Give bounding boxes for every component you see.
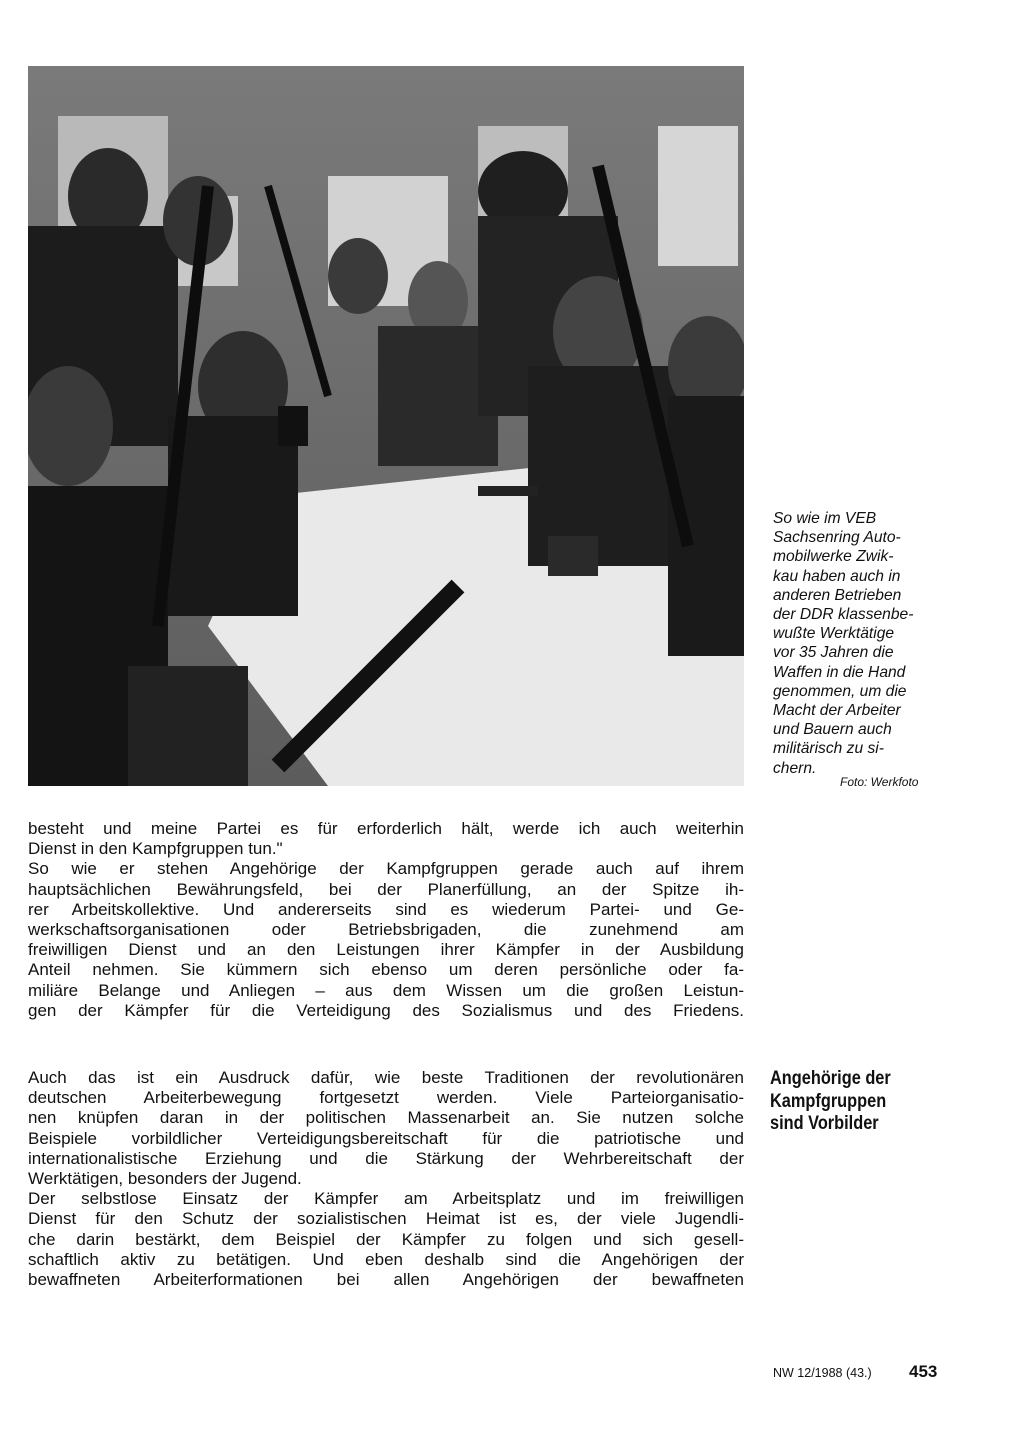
caption-line: kau haben auch in: [773, 567, 901, 585]
caption-line: Waffen in die Hand: [773, 663, 906, 681]
text-line: Dienst in den Kampfgruppen tun.": [28, 839, 283, 859]
text-line: bewaffneten Arbeiterformationen bei allen Angehörigen der bewaffneten: [28, 1270, 744, 1290]
text-line: schaftlich aktiv zu betätigen. Und eben deshalb sind die Angehörigen der: [28, 1249, 744, 1269]
text-line: werkschaftsorganisationen oder Betriebsbrigaden, die zunehmend am: [28, 920, 744, 940]
text-line: Werktätigen, besonders der Jugend.: [28, 1169, 302, 1189]
paragraph-block-2: [28, 1068, 744, 1290]
side-heading-line: sind Vorbilder: [770, 1113, 879, 1134]
text-line: Der selbstlose Einsatz der Kämpfer am Arbeitsplatz und im freiwilligen: [28, 1189, 744, 1209]
text-line: Anteil nehmen. Sie kümmern sich ebenso um deren persönliche oder fa-: [28, 960, 744, 980]
text-line: gen der Kämpfer für die Verteidigung des Sozialismus und des Friedens.: [28, 1000, 744, 1020]
text-line: besteht und meine Partei es für erforderlich hält, werde ich auch weiterhin: [28, 819, 744, 838]
photo-caption: [773, 509, 983, 778]
text-line: hauptsächlichen Bewährungsfeld, bei der Planerfüllung, an der Spitze ih-: [28, 879, 744, 899]
text-line: deutschen Arbeiterbewegung fortgesetzt werden. Viele Parteiorganisatio-: [28, 1088, 744, 1108]
caption-line: vor 35 Jahren die: [773, 644, 894, 662]
text-line: nen knüpfen daran in der politischen Massenarbeit an. Sie nutzen solche: [28, 1108, 744, 1128]
text-line: Beispiele vorbildlicher Verteidigungsbereitschaft für die patriotische und: [28, 1128, 744, 1148]
caption-line: der DDR klassenbe-: [773, 606, 914, 624]
paragraph-block-1: [28, 819, 744, 1021]
text-line: So wie er stehen Angehörige der Kampfgruppen gerade auch auf ihrem: [28, 859, 744, 879]
text-line: miliäre Belange und Anliegen – aus dem Wissen um die großen Leistun-: [28, 980, 744, 1000]
photo: [28, 66, 744, 786]
caption-line: wußte Werktätige: [773, 625, 895, 643]
caption-line: Macht der Arbeiter: [773, 702, 901, 720]
caption-line: genommen, um die: [773, 682, 907, 700]
text-line: che darin bestärkt, dem Beispiel der Kämpfer zu folgen und sich gesell-: [28, 1229, 744, 1249]
text-line: freiwilligen Dienst und an den Leistungen ihrer Kämpfer in der Ausbildung: [28, 940, 744, 960]
caption-line: mobilwerke Zwik-: [773, 548, 894, 566]
side-heading: [770, 1068, 891, 1136]
issue-reference: NW 12/1988 (43.): [773, 1366, 872, 1380]
text-line: Auch das ist ein Ausdruck dafür, wie beste Traditionen der revolutionären: [28, 1068, 744, 1087]
caption-line: Sachsenring Auto-: [773, 529, 901, 547]
side-heading-line: Kampfgruppen: [770, 1090, 887, 1112]
caption-line: So wie im VEB: [773, 510, 877, 527]
caption-line: anderen Betrieben: [773, 586, 902, 604]
text-line: internationalistische Erziehung und die Stärkung der Wehrbereitschaft der: [28, 1148, 744, 1168]
text-line: rer Arbeitskollektive. Und andererseits sind es wiederum Partei- und Ge-: [28, 899, 744, 919]
side-heading-line: Angehörige der: [770, 1068, 891, 1089]
page-number: 453: [909, 1362, 938, 1381]
photo-credit: Foto: Werkfoto: [840, 775, 919, 789]
photo-group-rifle-cleaning-icon: [28, 66, 744, 786]
caption-line: und Bauern auch: [773, 721, 892, 739]
caption-line: militärisch zu si-: [773, 740, 884, 758]
caption-line: chern.: [773, 759, 817, 777]
text-line: Dienst für den Schutz der sozialistischen Heimat ist es, der viele Jugendli-: [28, 1209, 744, 1229]
